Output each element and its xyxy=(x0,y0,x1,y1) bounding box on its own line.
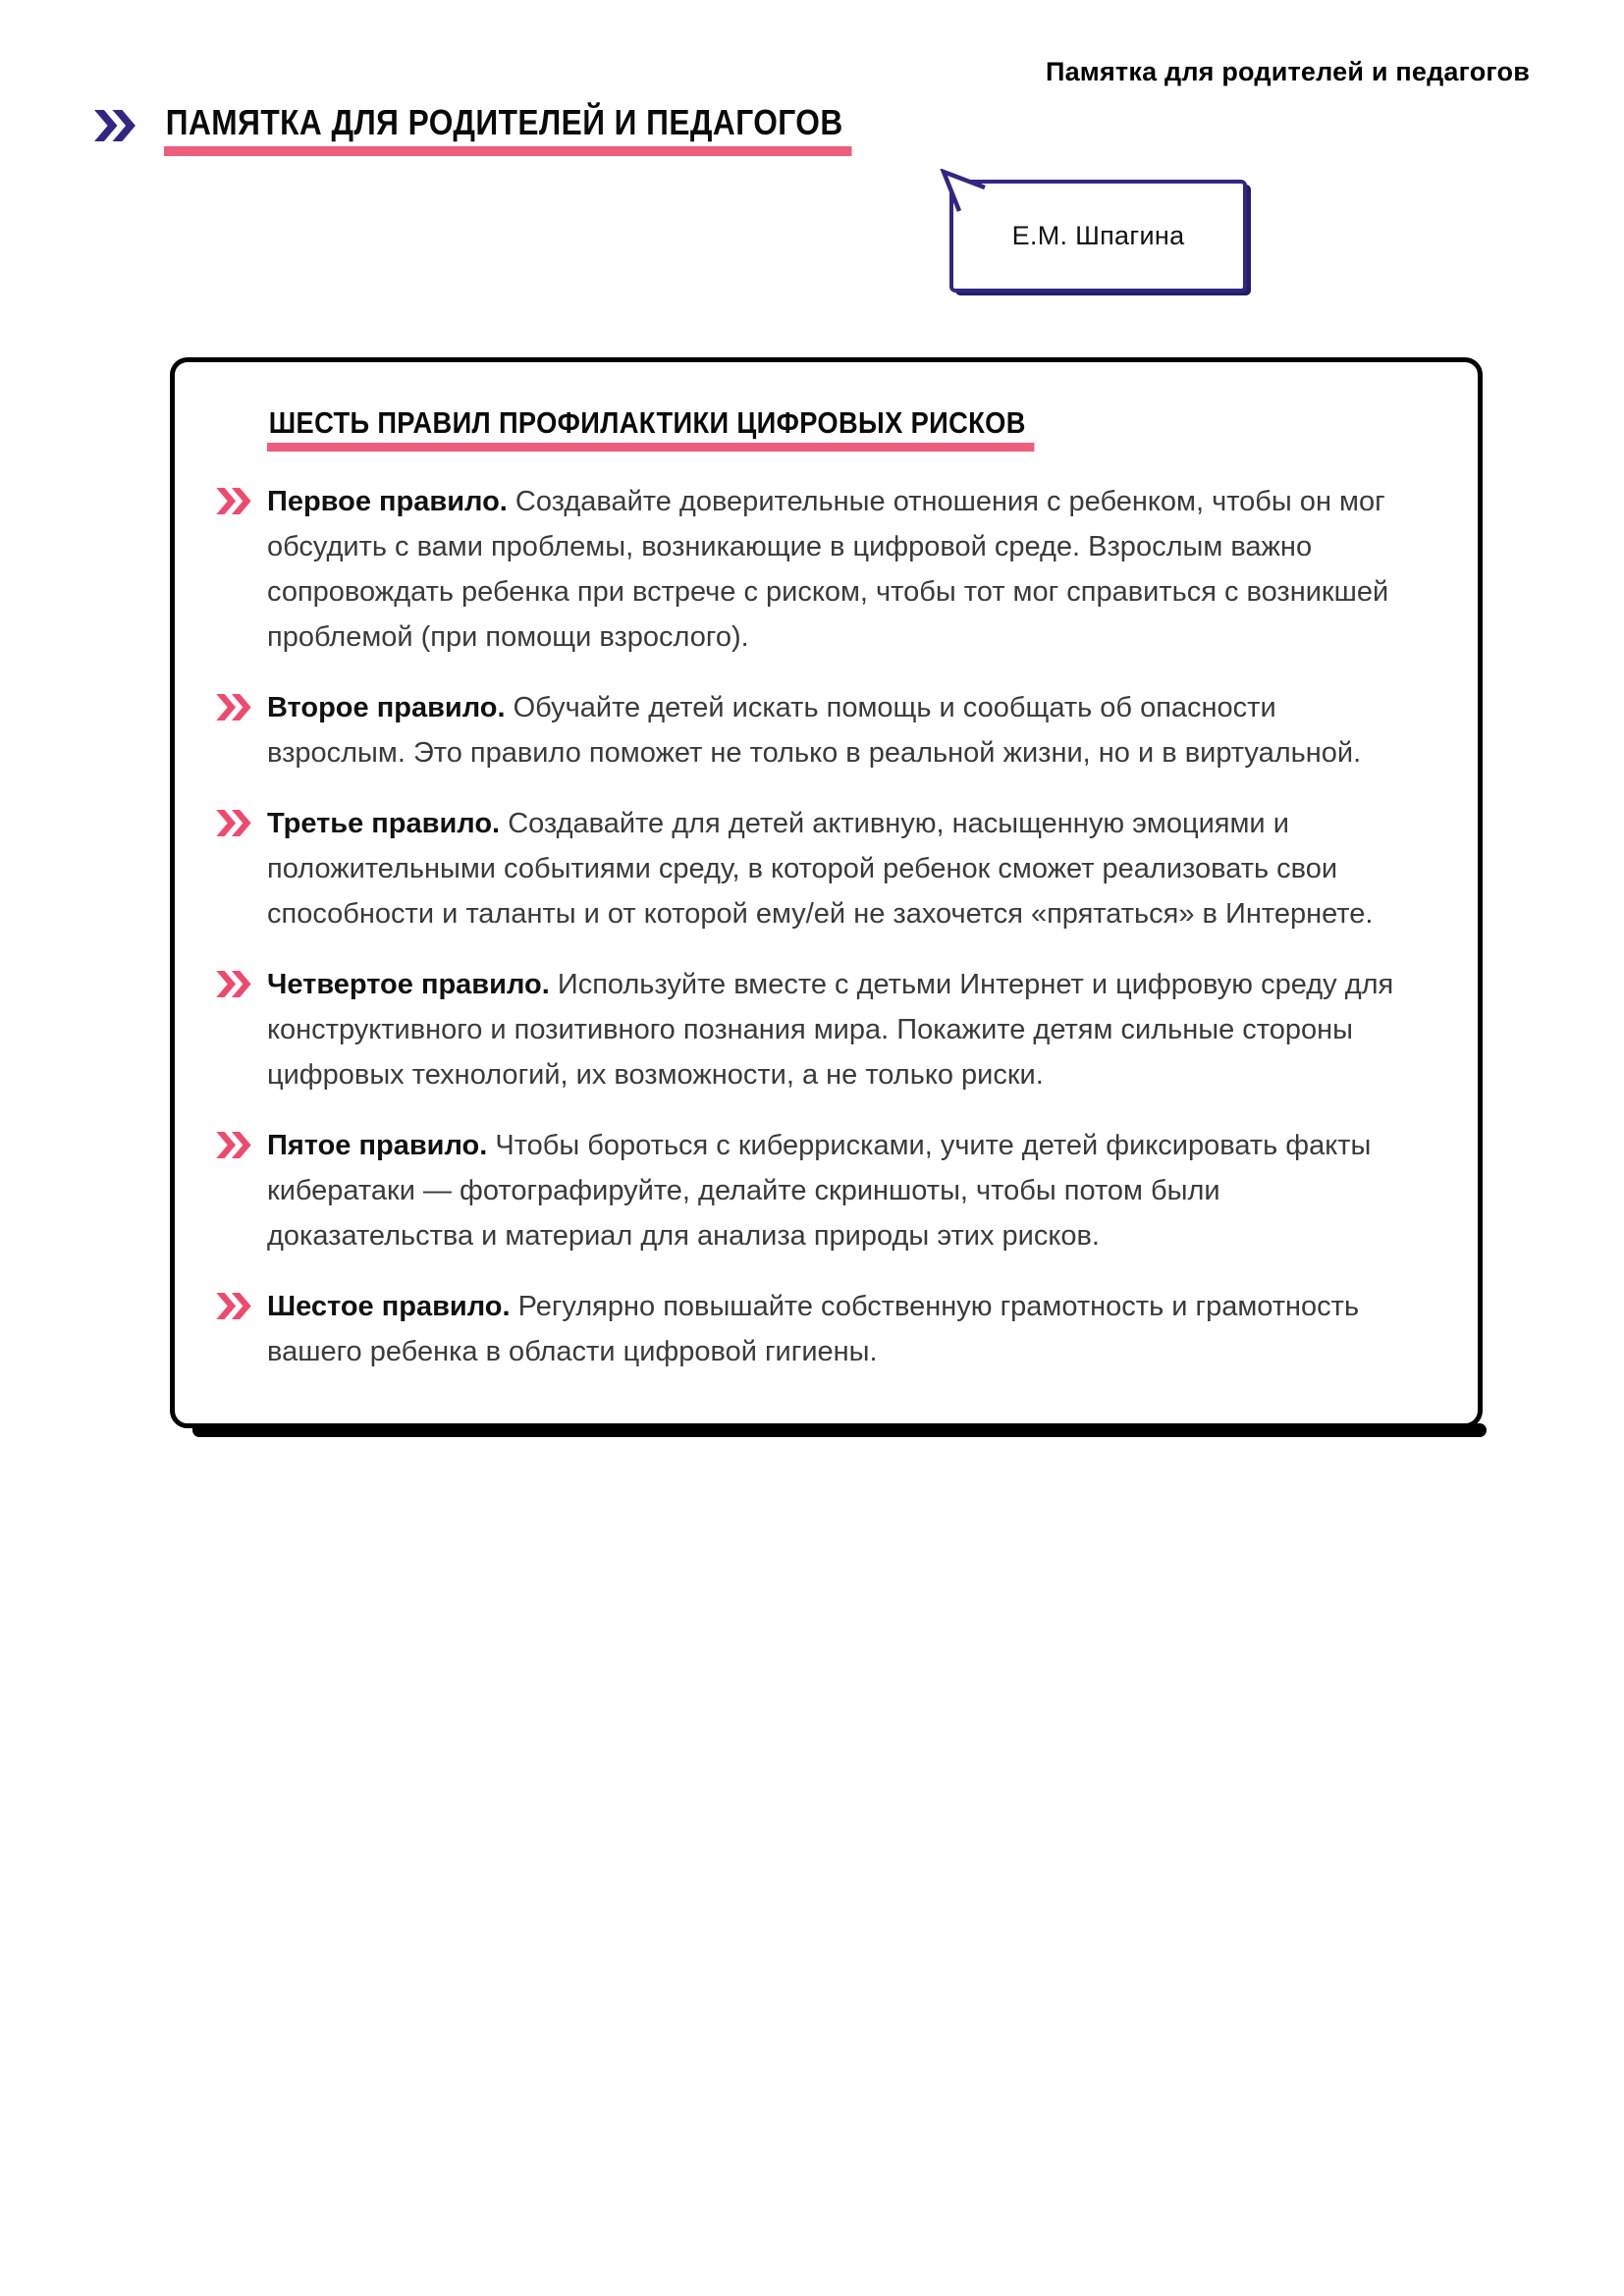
rule-body: Обучайте детей искать помощь и сообщать об опасности взрослым. Это правило поможет не только в реальной жизни, но и в виртуальной. xyxy=(267,692,1362,769)
rule-lead: Пятое правило. xyxy=(267,1130,488,1161)
rule-text xyxy=(267,801,1421,936)
rule-text xyxy=(267,685,1421,775)
page-title-underline: ПАМЯТКА ДЛЯ РОДИТЕЛЕЙ И ПЕДАГОГОВ xyxy=(164,102,851,156)
rule-body: Создавайте для детей активную, насыщенную эмоциями и положительными событиями среду, в которой ребенок сможет реализовать свои способности и таланты и от которой ему/ей не захочется «прятаться» в Интернете. xyxy=(267,808,1374,930)
running-header: Памятка для родителей и педагогов xyxy=(1045,57,1530,86)
double-chevron-right-icon xyxy=(216,488,251,514)
double-chevron-right-icon xyxy=(93,110,136,141)
double-chevron-right-icon xyxy=(216,971,251,997)
rule-lead: Четвертое правило. xyxy=(267,969,550,1000)
rule-body: Регулярно повышайте собственную грамотность и грамотность вашего ребенка в области цифровой гигиены. xyxy=(267,1291,1360,1367)
rule-lead: Второе правило. xyxy=(267,692,506,723)
rule-text xyxy=(267,1284,1421,1374)
rule-lead: Третье правило. xyxy=(267,808,501,839)
rule-body: Создавайте доверительные отношения с ребенком, чтобы он мог обсудить с вами проблемы, возникающие в цифровой среде. Взрослым важно сопровождать ребенка при встрече с риском, чтобы тот мог справиться с возникшей проблемой (при помощи взрослого). xyxy=(267,486,1389,653)
author-name: Е.М. Шпагина xyxy=(1011,221,1185,250)
rule-body: Используйте вместе с детьми Интернет и цифровую среду для конструктивного и позитивного познания мира. Покажите детям сильные стороны цифровых технологий, их возможности, а не только риски. xyxy=(267,969,1394,1091)
double-chevron-right-icon xyxy=(216,1132,251,1158)
double-chevron-right-icon xyxy=(216,810,251,836)
page-title-row xyxy=(93,102,946,156)
rules-list xyxy=(216,479,1421,1374)
rule-item xyxy=(216,801,1421,936)
rule-item xyxy=(216,685,1421,775)
rule-item xyxy=(216,1284,1421,1374)
rule-item xyxy=(216,479,1421,660)
rules-card xyxy=(170,357,1483,1428)
card-title-underline: ШЕСТЬ ПРАВИЛ ПРОФИЛАКТИКИ ЦИФРОВЫХ РИСКОВ xyxy=(267,405,1035,452)
rule-lead: Первое правило. xyxy=(267,486,508,517)
card-title xyxy=(267,405,1035,452)
rule-item xyxy=(216,962,1421,1097)
author-box xyxy=(949,180,1247,293)
author-box-tail-icon xyxy=(939,169,988,214)
rule-body: Чтобы бороться с киберрисками, учите детей фиксировать факты кибератаки — фотографируйте, делайте скриншоты, чтобы потом были доказательства и материал для анализа природы этих рисков. xyxy=(267,1130,1372,1252)
rule-item xyxy=(216,1123,1421,1258)
double-chevron-right-icon xyxy=(216,694,251,721)
rule-text xyxy=(267,1123,1421,1258)
rule-lead: Шестое правило. xyxy=(267,1291,511,1322)
double-chevron-right-icon xyxy=(216,1293,251,1319)
page-title xyxy=(164,102,851,156)
rule-text xyxy=(267,962,1421,1097)
rule-text xyxy=(267,479,1421,660)
